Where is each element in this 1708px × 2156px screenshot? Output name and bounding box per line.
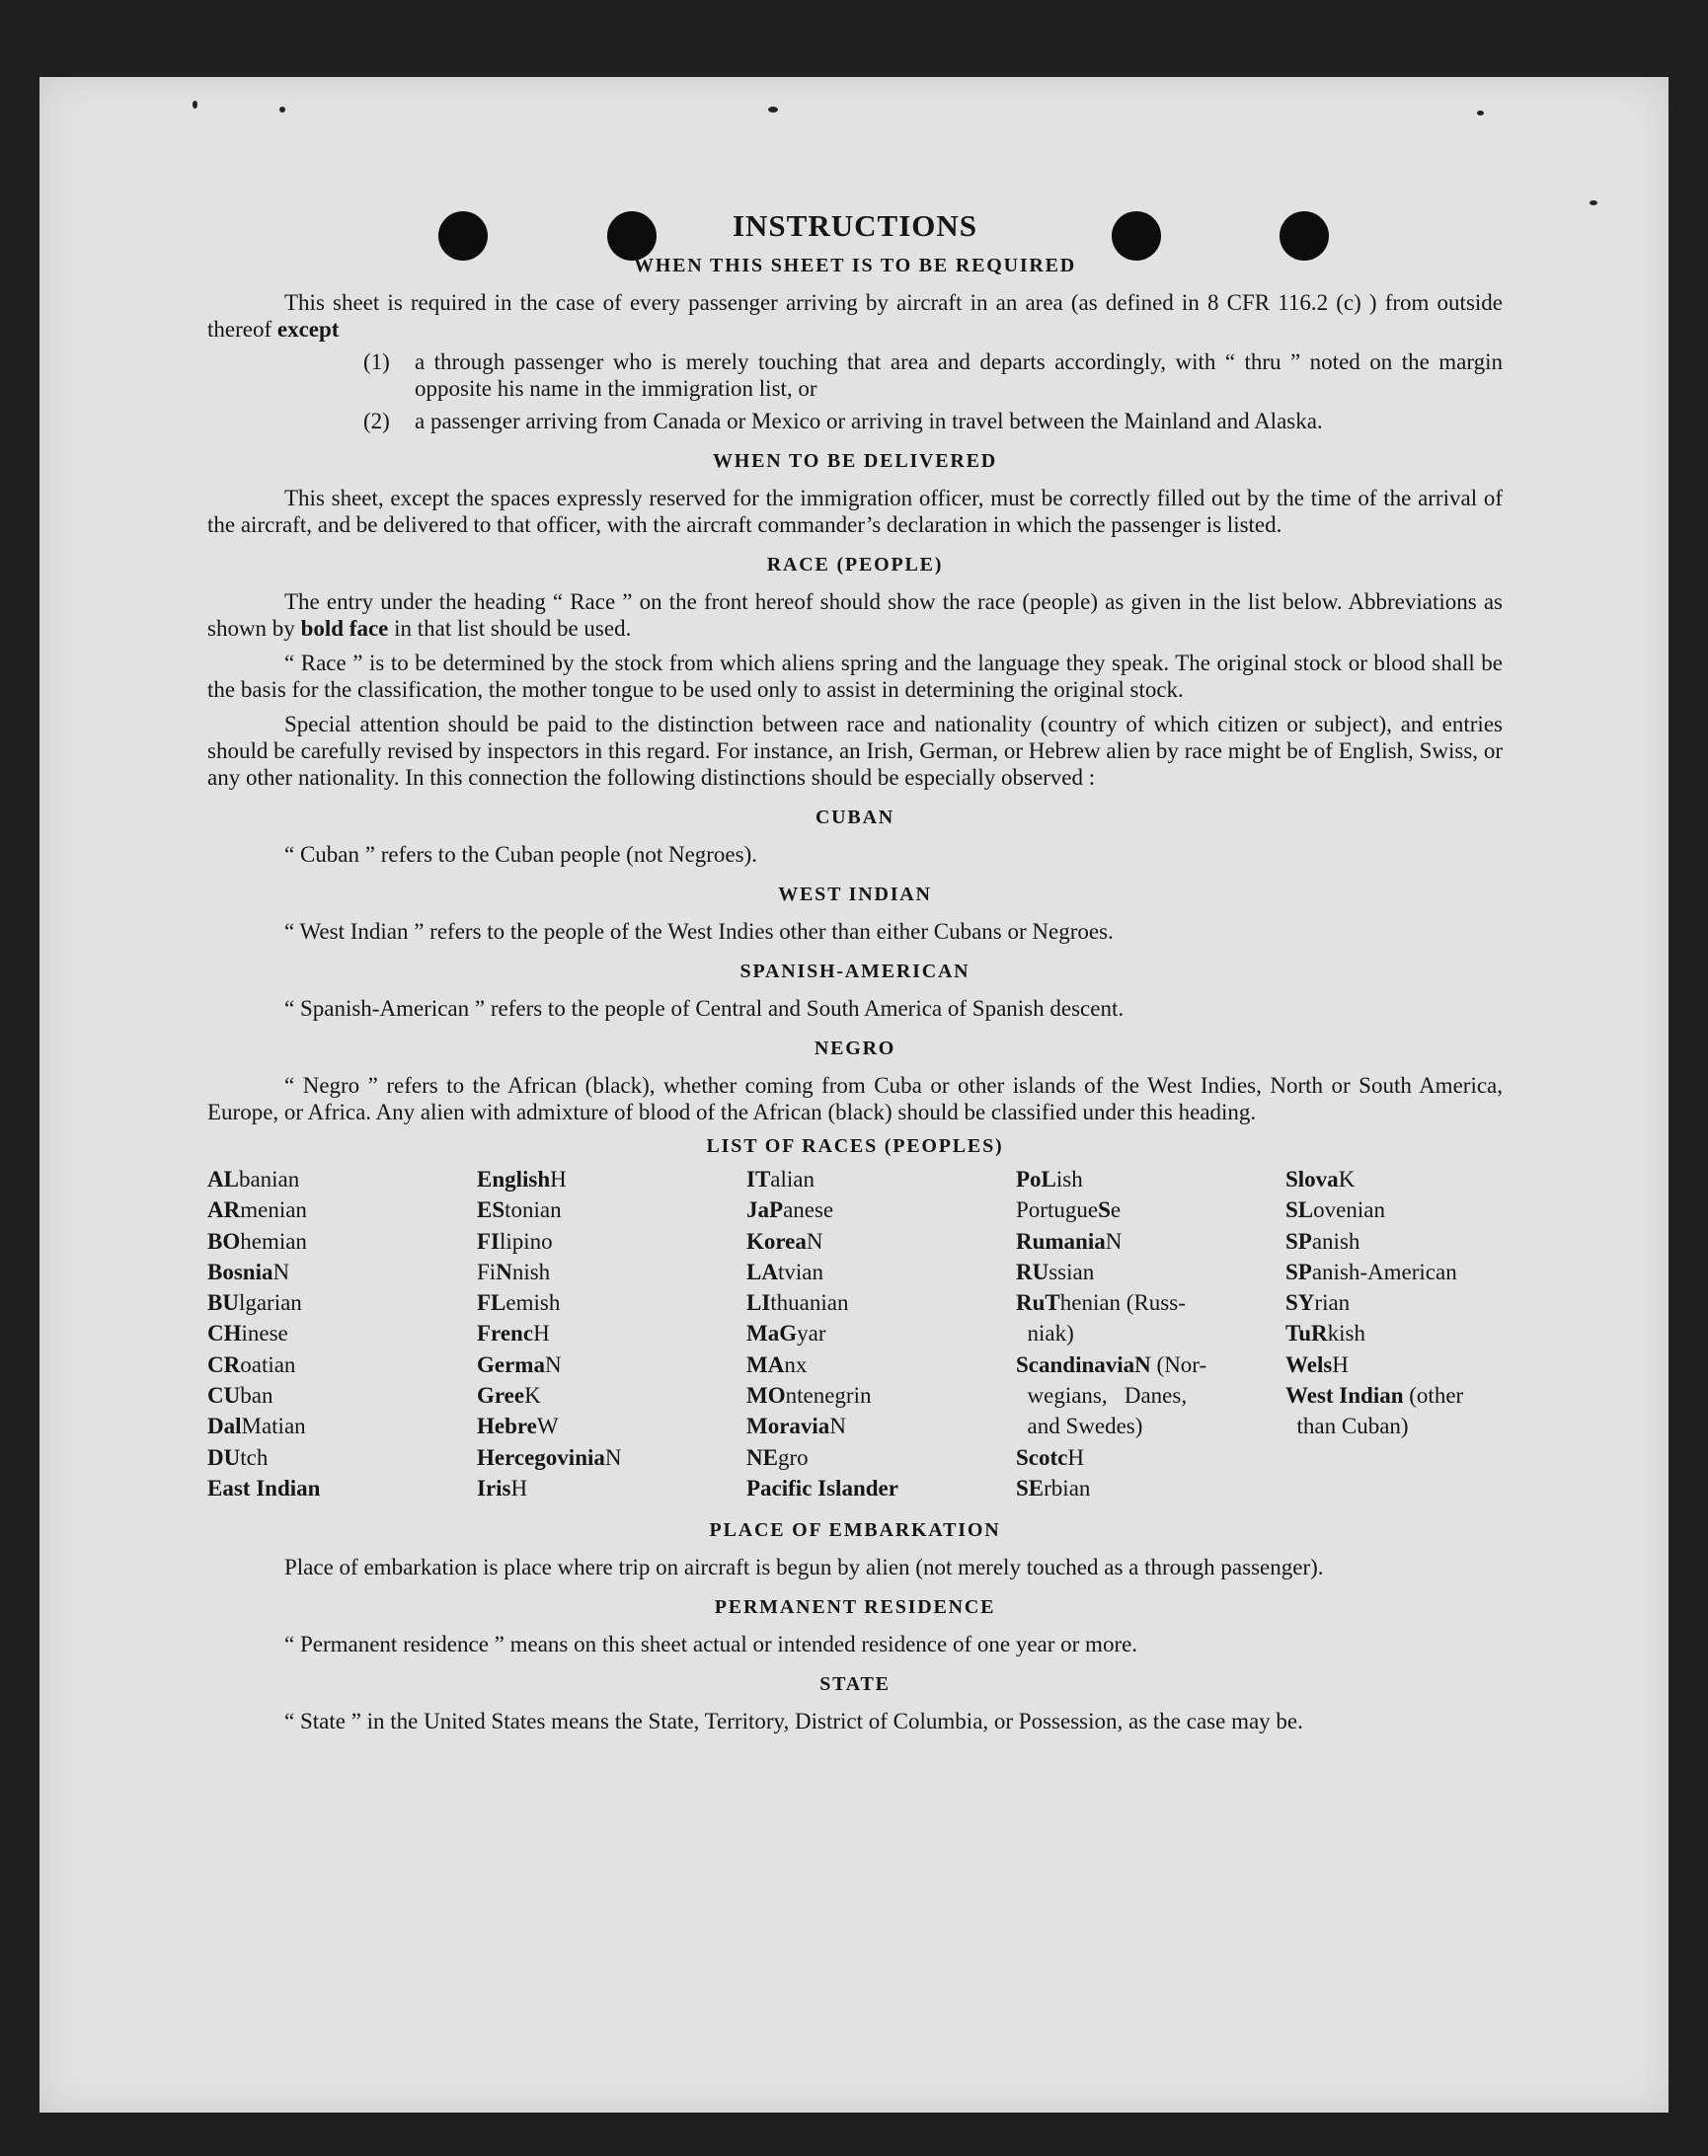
race-entry: LIthuanian — [746, 1290, 849, 1316]
race-entry: MOntenegrin — [746, 1383, 872, 1409]
race-entry: ScandinaviaN (Nor- — [1016, 1351, 1207, 1377]
section-heading: RACE (PEOPLE) — [766, 554, 944, 576]
race-entry: SPanish — [1285, 1228, 1360, 1254]
race-entry: HebreW — [477, 1414, 559, 1439]
section-heading: CUBAN — [815, 807, 895, 828]
race-entry: niak) — [1016, 1321, 1074, 1347]
race-entry: BosniaN — [207, 1259, 290, 1284]
section-heading: STATE — [819, 1673, 891, 1696]
race-column — [477, 1164, 746, 1503]
speck — [1590, 200, 1597, 205]
race-entry: PoLish — [1016, 1167, 1083, 1192]
race-entry: West Indian (other — [1285, 1383, 1464, 1409]
section-heading: NEGRO — [814, 1038, 896, 1059]
race-entry: and Swedes) — [1016, 1414, 1143, 1439]
race-entry: ARmenian — [207, 1197, 307, 1223]
race-entry: SErbian — [1016, 1475, 1091, 1501]
speck — [768, 107, 778, 113]
race-entry: IrisH — [477, 1475, 528, 1501]
paragraph: “ Permanent residence ” means on this sheet actual or intended residence of one year or more. — [284, 1632, 1138, 1657]
race-entry: DUtch — [207, 1444, 269, 1470]
paragraph: “ Spanish-American ” refers to the people of Central and South America of Spanish descent. — [284, 996, 1125, 1021]
page-title: INSTRUCTIONS — [732, 208, 977, 243]
race-entry: WelsH — [1285, 1351, 1349, 1377]
paragraph: Place of embarkation is place where trip on aircraft is begun by alien (not merely touched as a through passenger). — [284, 1555, 1324, 1580]
race-entry: PortugueSe — [1016, 1197, 1122, 1223]
section-heading: SPANISH-AMERICAN — [739, 961, 970, 982]
speck — [1477, 111, 1484, 116]
section-heading: WEST INDIAN — [778, 884, 932, 905]
race-entry: EnglishH — [477, 1167, 567, 1192]
instructions-text — [207, 208, 1503, 1734]
race-entry: CHinese — [207, 1321, 288, 1347]
race-entry: GermaN — [477, 1351, 562, 1377]
race-column — [746, 1164, 1016, 1503]
paragraph: “ Race ” is to be determined by the stock from which aliens spring and the language they speak. The original stock or blood shall be the basis for the classification, the mother tongue to be used only to assist in determining the original stock. — [207, 651, 1503, 702]
race-entry: wegians, Danes, — [1016, 1383, 1188, 1409]
paragraph: “ Negro ” refers to the African (black), whether coming from Cuba or other islands of the West Indies, North or South America, Europe, or Africa. Any alien with admixture of blood of the African (black) should be classified under this heading. — [207, 1073, 1503, 1124]
race-entry: DalMatian — [207, 1414, 306, 1439]
race-entry: ITalian — [746, 1167, 815, 1192]
paragraph: “ Cuban ” refers to the Cuban people (not Negroes). — [284, 842, 758, 867]
race-entry: SYrian — [1285, 1290, 1351, 1316]
race-entry: SlovaK — [1285, 1167, 1356, 1192]
paragraph: Special attention should be paid to the distinction between race and nationality (country of which citizen or subject), and entries should be carefully revised by inspectors in this regard. For instance, an Irish, German, or Hebrew alien by race might be of English, Swiss, or any other nationality. In this connection the following distinctions should be especially observed : — [207, 712, 1503, 790]
race-entry: CRoatian — [207, 1351, 296, 1377]
paragraph: This sheet is required in the case of every passenger arriving by aircraft in an area (as defined in 8 CFR 116.2 (c) ) from outside thereof except — [207, 290, 1503, 342]
race-column — [1285, 1164, 1503, 1503]
paragraph: “ State ” in the United States means the State, Territory, District of Columbia, or Possession, as the case may be. — [284, 1709, 1303, 1734]
race-entry: MoraviaN — [746, 1414, 846, 1439]
section-heading: LIST OF RACES (PEOPLES) — [706, 1135, 1004, 1157]
race-entry: Pacific Islander — [746, 1475, 898, 1501]
race-entry: KoreaN — [746, 1228, 823, 1254]
race-entry: MAnx — [746, 1351, 808, 1377]
race-entry: SLovenian — [1285, 1197, 1385, 1223]
race-entry: ScotcH — [1016, 1444, 1084, 1470]
paragraph: The entry under the heading “ Race ” on the front hereof should show the race (people) as given in the list below. Abbreviations as shown by bold face in that list should be used. — [207, 589, 1503, 641]
race-entry: BOhemian — [207, 1228, 307, 1254]
exception-item: (1) a through passenger who is merely touching that area and departs accordingly, with “ thru ” noted on the margin opposite his name in the immigration list, or — [363, 349, 1503, 401]
race-column — [1016, 1164, 1285, 1503]
section-heading: PERMANENT RESIDENCE — [714, 1596, 996, 1619]
race-entry: RUssian — [1016, 1259, 1095, 1284]
race-entry: RuThenian (Russ- — [1016, 1290, 1186, 1316]
race-entry: TuRkish — [1285, 1321, 1365, 1347]
race-entry: than Cuban) — [1285, 1414, 1409, 1439]
race-entry: LAtvian — [746, 1259, 823, 1284]
section-heading: WHEN TO BE DELIVERED — [712, 450, 998, 472]
race-entry: RumaniaN — [1016, 1228, 1123, 1254]
race-entry: SPanish-American — [1285, 1259, 1457, 1284]
exception-item: (2) a passenger arriving from Canada or Mexico or arriving in travel between the Mainland and Alaska. — [363, 409, 1323, 433]
race-list — [207, 1164, 1503, 1503]
race-entry: CUban — [207, 1383, 273, 1409]
speck — [279, 107, 285, 113]
race-entry: MaGyar — [746, 1321, 826, 1347]
race-entry: FLemish — [477, 1290, 561, 1316]
section-heading: PLACE OF EMBARKATION — [709, 1519, 1001, 1542]
race-entry: NEgro — [746, 1444, 809, 1470]
section-heading: WHEN THIS SHEET IS TO BE REQUIRED — [633, 255, 1077, 276]
race-entry: East Indian — [207, 1475, 321, 1501]
race-entry: ALbanian — [207, 1167, 300, 1192]
race-entry: EStonian — [477, 1197, 562, 1223]
paragraph: “ West Indian ” refers to the people of the West Indies other than either Cubans or Negroes. — [284, 919, 1114, 944]
paragraph: This sheet, except the spaces expressly reserved for the immigration officer, must be correctly filled out by the time of the arrival of the aircraft, and be delivered to that officer, with the aircraft commander’s declaration in which the passenger is listed. — [207, 486, 1503, 537]
race-entry: JaPanese — [746, 1197, 834, 1223]
race-entry: FrencH — [477, 1321, 550, 1347]
race-entry: FiNnish — [477, 1259, 551, 1284]
race-column — [207, 1164, 477, 1503]
race-entry: GreeK — [477, 1383, 541, 1409]
race-entry: BUlgarian — [207, 1290, 302, 1316]
speck — [193, 101, 197, 109]
race-entry: HercegoviniaN — [477, 1444, 622, 1470]
race-entry: FIlipino — [477, 1228, 553, 1254]
